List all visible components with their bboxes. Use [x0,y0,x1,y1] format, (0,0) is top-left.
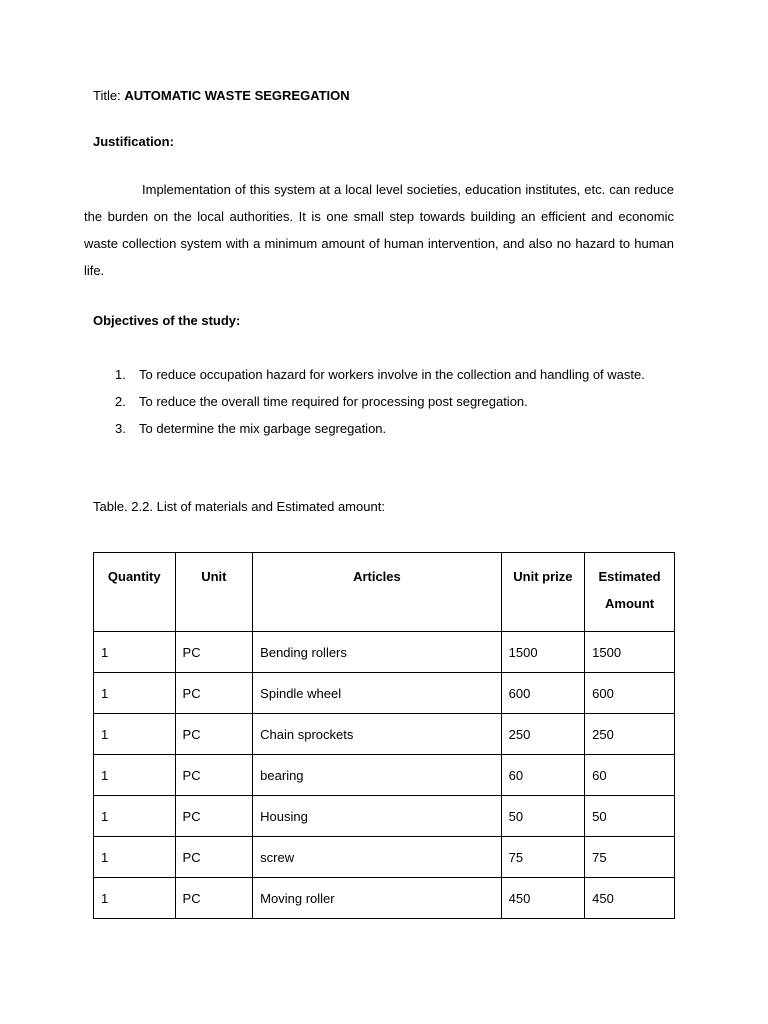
cell-article: Moving roller [253,878,502,919]
objective-number: 1. [115,367,126,382]
objective-number: 2. [115,394,126,409]
objective-item [93,388,674,415]
cell-unit: PC [175,673,253,714]
header-articles: Articles [253,553,502,632]
cell-estimated: 60 [585,755,675,796]
objectives-heading: Objectives of the study: [93,313,241,328]
cell-unit-prize: 600 [501,673,584,714]
objective-text: To reduce the overall time required for processing post segregation. [139,394,528,409]
table-row [94,714,675,755]
table-header-row [94,553,675,632]
objective-item [93,415,674,442]
cell-article: Spindle wheel [253,673,502,714]
cell-unit-prize: 60 [501,755,584,796]
cell-unit: PC [175,632,253,673]
objective-text: To determine the mix garbage segregation. [139,421,387,436]
cell-unit-prize: 75 [501,837,584,878]
title-label: Title: [93,88,121,103]
justification-paragraph [84,176,674,284]
cell-article: Housing [253,796,502,837]
cell-quantity: 1 [94,673,176,714]
header-estimated-line2: Amount [605,596,655,611]
cell-quantity: 1 [94,878,176,919]
cell-article: screw [253,837,502,878]
justification-text: Implementation of this system at a local level societies, education institutes, etc. can reduce the burden on the local authorities. It is one small step towards building an efficient and economic waste collection system with a minimum amount of human intervention, and also no hazard to human life. [84,182,674,278]
cell-unit: PC [175,796,253,837]
justification-heading: Justification: [93,134,174,149]
table-row [94,837,675,878]
materials-table [93,552,675,919]
cell-unit: PC [175,878,253,919]
header-quantity: Quantity [94,553,176,632]
cell-unit: PC [175,714,253,755]
cell-unit-prize: 450 [501,878,584,919]
cell-unit-prize: 250 [501,714,584,755]
table-row [94,796,675,837]
header-estimated-amount [585,553,675,632]
objective-number: 3. [115,421,126,436]
cell-estimated: 450 [585,878,675,919]
cell-estimated: 600 [585,673,675,714]
header-estimated-line1: Estimated [598,569,661,584]
objectives-list [93,361,674,442]
table-row [94,755,675,796]
header-unit: Unit [175,553,253,632]
cell-unit-prize: 50 [501,796,584,837]
header-unit-prize: Unit prize [501,553,584,632]
table-caption: Table. 2.2. List of materials and Estimated amount: [93,499,385,514]
cell-estimated: 50 [585,796,675,837]
objective-text: To reduce occupation hazard for workers involve in the collection and handling of waste. [139,367,645,382]
cell-estimated: 75 [585,837,675,878]
table-row [94,673,675,714]
cell-article: Chain sprockets [253,714,502,755]
cell-article: Bending rollers [253,632,502,673]
table-row [94,878,675,919]
cell-article: bearing [253,755,502,796]
cell-quantity: 1 [94,632,176,673]
cell-quantity: 1 [94,714,176,755]
cell-estimated: 250 [585,714,675,755]
document-title [93,88,350,103]
cell-quantity: 1 [94,796,176,837]
cell-estimated: 1500 [585,632,675,673]
cell-unit: PC [175,755,253,796]
cell-quantity: 1 [94,837,176,878]
cell-unit-prize: 1500 [501,632,584,673]
title-value: AUTOMATIC WASTE SEGREGATION [124,88,350,103]
cell-quantity: 1 [94,755,176,796]
table-row [94,632,675,673]
cell-unit: PC [175,837,253,878]
objective-item [93,361,674,388]
